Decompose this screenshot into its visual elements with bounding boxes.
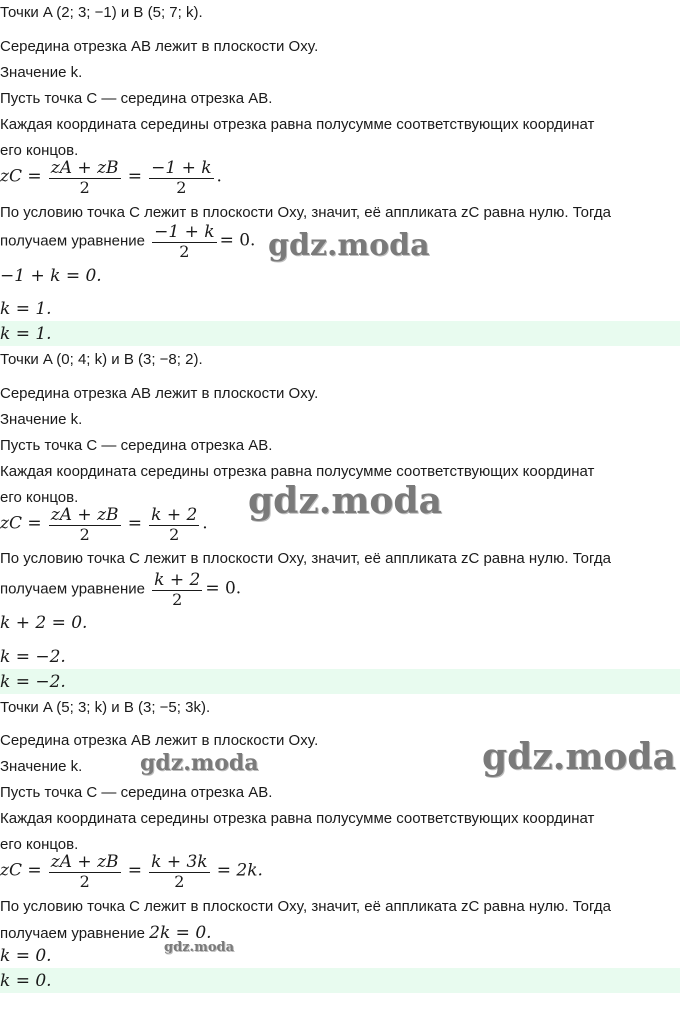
problem-3-points: Точки A (5; 3; k) и B (3; −5; 3k). — [0, 699, 211, 716]
problem-2-step1: k + 2 = 0. — [0, 613, 88, 633]
problem-1-points: Точки A (2; 3; −1) и B (5; 7; k). — [0, 4, 203, 21]
problem-1-rule-cont: его концов. — [0, 142, 79, 159]
problem-1-equation: получаем уравнение $\frac{-1 + k}{2}$ = 0. — [0, 222, 256, 261]
fraction: $\frac{k + 2}{2}$ — [154, 570, 201, 609]
problem-1-condition: По условию точка C лежит в плоскости Oxy, значит, её аппликата zC равна нулю. Тогда — [0, 204, 611, 221]
problem-2-let: Пусть точка C — середина отрезка AB. — [0, 437, 273, 454]
watermark: gdz.moda — [164, 940, 235, 955]
problem-3-step1: k = 0. — [0, 946, 52, 966]
problem-2-step2: k = −2. — [0, 647, 66, 667]
problem-3-answer: k = 0. — [0, 971, 52, 991]
fraction: $\frac{-1 + k}{2}$ — [151, 158, 212, 197]
fraction: $\frac{-1 + k}{2}$ — [154, 222, 215, 261]
problem-3-rule-cont: его концов. — [0, 836, 79, 853]
problem-1-zc-formula: zC = $\frac{zA + zB}{2}$ = $\frac{-1 + k}{2}$ . — [0, 158, 222, 197]
problem-1-answer: k = 1. — [0, 324, 52, 344]
answer-band — [0, 669, 680, 694]
answer-band — [0, 321, 680, 346]
problem-2-condition: По условию точка C лежит в плоскости Oxy, значит, её аппликата zC равна нулю. Тогда — [0, 550, 611, 567]
problem-3-rule: Каждая координата середины отрезка равна полусумме соответствующих координат — [0, 810, 595, 827]
problem-1-let: Пусть точка C — середина отрезка AB. — [0, 90, 273, 107]
problem-1-rule: Каждая координата середины отрезка равна полусумме соответствующих координат — [0, 116, 595, 133]
problem-2-midpoint: Середина отрезка AB лежит в плоскости Oxy. — [0, 385, 319, 402]
watermark: gdz.moda — [482, 736, 676, 778]
watermark: gdz.moda — [248, 480, 442, 522]
fraction: $\frac{k + 3k}{2}$ — [151, 852, 208, 891]
problem-2-equation: получаем уравнение $\frac{k + 2}{2}$ = 0. — [0, 570, 242, 609]
problem-3-equation: получаем уравнение 2k = 0. — [0, 923, 212, 943]
problem-1-value: Значение k. — [0, 64, 83, 81]
problem-2-answer: k = −2. — [0, 672, 66, 692]
fraction: $\frac{zA + zB}{2}$ — [50, 158, 119, 197]
fraction: $\frac{zA + zB}{2}$ — [50, 852, 119, 891]
problem-2-points: Точки A (0; 4; k) и B (3; −8; 2). — [0, 351, 203, 368]
problem-2-rule-cont: его концов. — [0, 489, 79, 506]
problem-3-zc-formula: zC = $\frac{zA + zB}{2}$ = $\frac{k + 3k}{2}$ = 2k. — [0, 852, 263, 891]
problem-1-step1: −1 + k = 0. — [0, 266, 102, 286]
problem-2-zc-formula: zC = $\frac{zA + zB}{2}$ = $\frac{k + 2}{2}$ . — [0, 505, 208, 544]
watermark: gdz.moda — [268, 228, 430, 263]
problem-2-value: Значение k. — [0, 411, 83, 428]
problem-3-value: Значение k. — [0, 758, 83, 775]
fraction: $\frac{k + 2}{2}$ — [151, 505, 198, 544]
problem-3-condition: По условию точка C лежит в плоскости Oxy, значит, её аппликата zC равна нулю. Тогда — [0, 898, 611, 915]
problem-1-midpoint: Середина отрезка AB лежит в плоскости Oxy. — [0, 38, 319, 55]
problem-3-let: Пусть точка C — середина отрезка AB. — [0, 784, 273, 801]
fraction: $\frac{zA + zB}{2}$ — [50, 505, 119, 544]
problem-2-rule: Каждая координата середины отрезка равна полусумме соответствующих координат — [0, 463, 595, 480]
problem-3-midpoint: Середина отрезка AB лежит в плоскости Oxy. — [0, 732, 319, 749]
problem-1-step2: k = 1. — [0, 299, 52, 319]
answer-band — [0, 968, 680, 993]
watermark: gdz.moda — [140, 750, 259, 776]
